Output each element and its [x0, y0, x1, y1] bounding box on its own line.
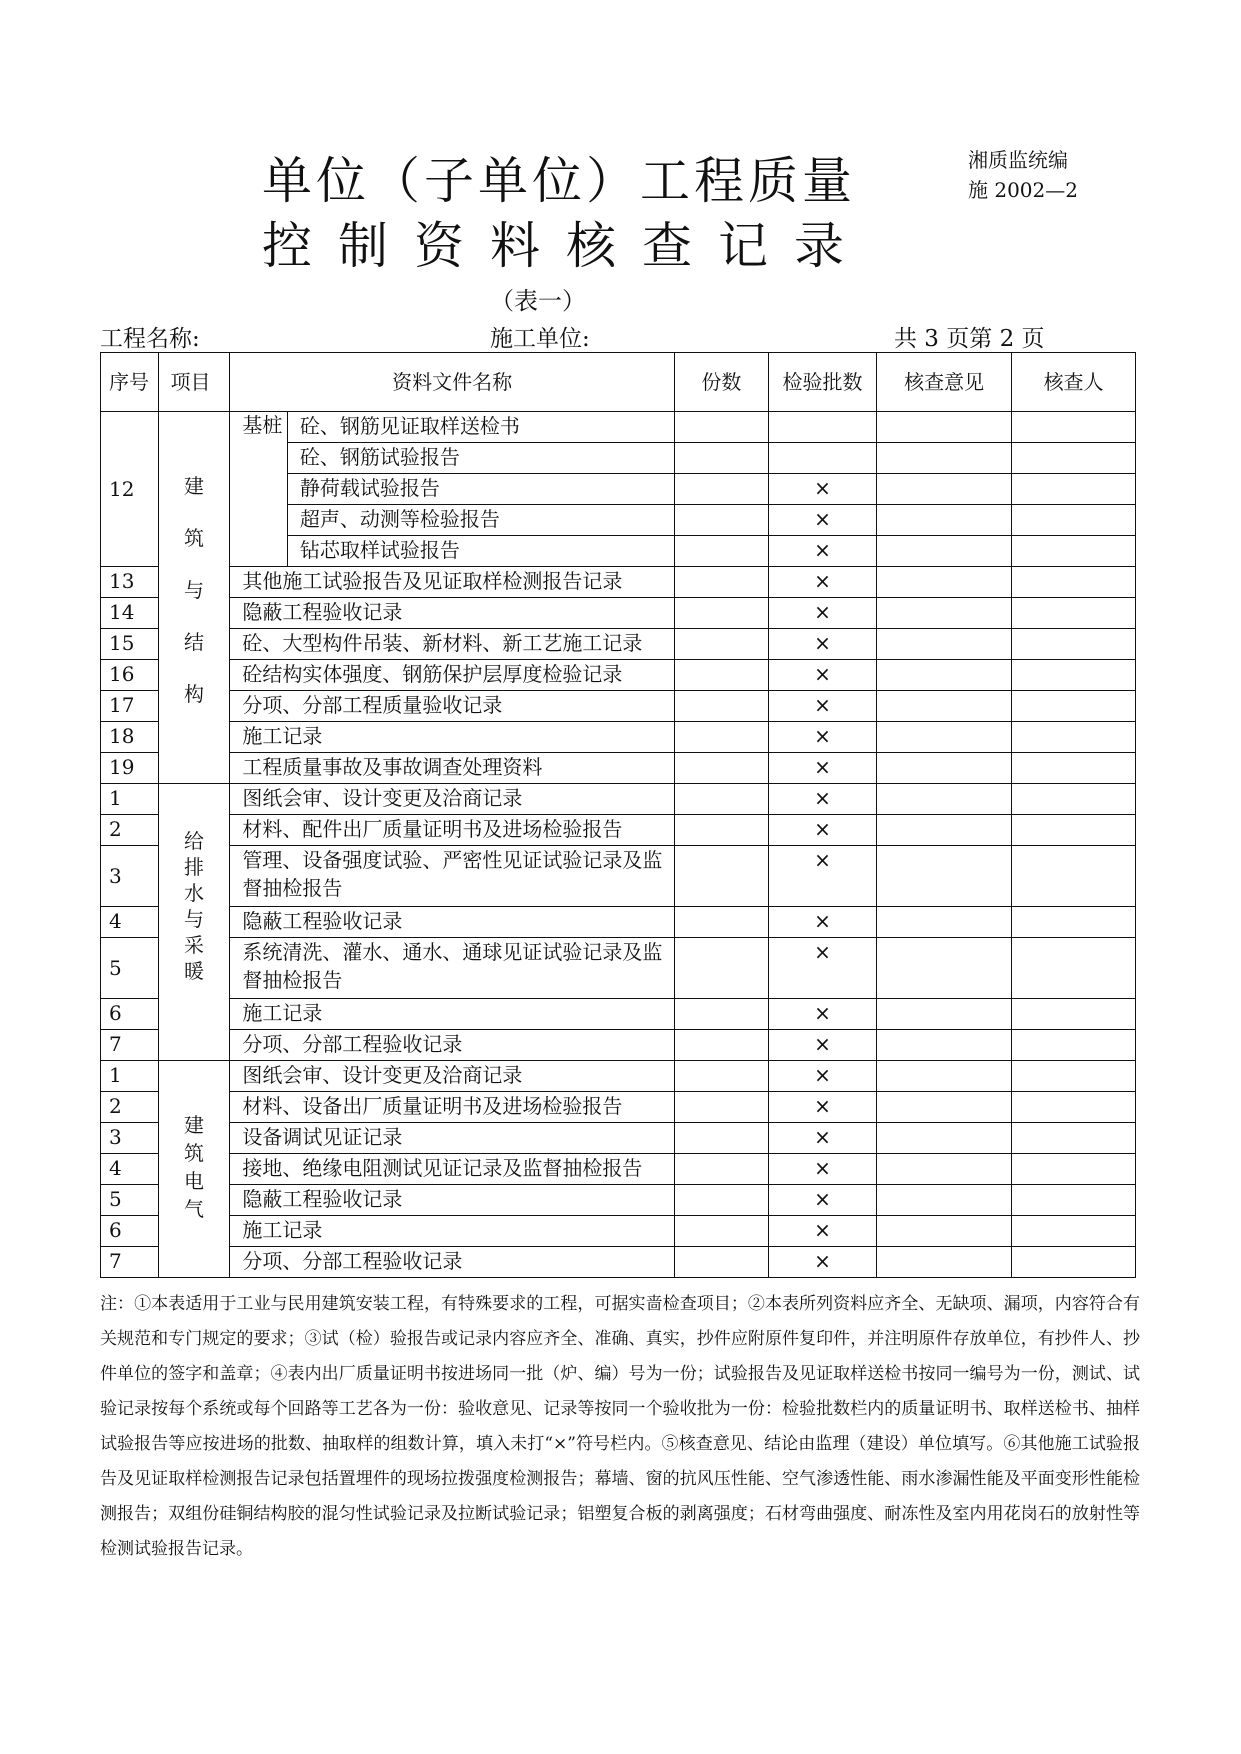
copies-cell [674, 691, 768, 722]
seq-cell: 2 [101, 815, 159, 846]
doc-name: 隐蔽工程验收记录 [230, 1185, 675, 1216]
batch-mark: × [768, 660, 876, 691]
table-row [101, 1030, 1136, 1061]
doc-name: 超声、动测等检验报告 [287, 505, 674, 536]
opinion-cell [877, 938, 1012, 999]
batch-mark: × [768, 1247, 876, 1278]
item-label-char: 建 [183, 1113, 204, 1137]
opinion-cell [877, 815, 1012, 846]
table-row [101, 999, 1136, 1030]
doc-name: 工程质量事故及事故调查处理资料 [230, 753, 675, 784]
opinion-cell [877, 536, 1012, 567]
checker-cell [1012, 1092, 1136, 1123]
checker-cell [1012, 938, 1136, 999]
checker-cell [1012, 412, 1136, 443]
checker-cell [1012, 1216, 1136, 1247]
item-label [158, 784, 230, 1061]
copies-cell [674, 443, 768, 474]
batch-mark [768, 443, 876, 474]
checker-cell [1012, 1030, 1136, 1061]
batch-mark: × [768, 536, 876, 567]
table-row [101, 598, 1136, 629]
doc-name: 接地、绝缘电阻测试见证记录及监督抽检报告 [230, 1154, 675, 1185]
doc-name: 图纸会审、设计变更及洽商记录 [230, 784, 675, 815]
checker-cell [1012, 660, 1136, 691]
copies-cell [674, 999, 768, 1030]
page-indicator: 共 3 页第 2 页 [894, 326, 1045, 352]
seq-cell: 6 [101, 1216, 159, 1247]
table-row [101, 1061, 1136, 1092]
opinion-cell [877, 753, 1012, 784]
table-row [101, 784, 1136, 815]
table-row [101, 1216, 1136, 1247]
copies-cell [674, 1185, 768, 1216]
doc-name: 隐蔽工程验收记录 [230, 598, 675, 629]
form-code [968, 145, 1078, 205]
table-row [101, 629, 1136, 660]
opinion-cell [877, 567, 1012, 598]
doc-name: 分项、分部工程质量验收记录 [230, 691, 675, 722]
table-body [101, 412, 1136, 1278]
checker-cell [1012, 907, 1136, 938]
checker-cell [1012, 1154, 1136, 1185]
item-label-char: 暖 [183, 959, 204, 983]
batch-mark: × [768, 1123, 876, 1154]
item-label-char: 筑 [183, 526, 204, 550]
doc-name: 砼、大型构件吊装、新材料、新工艺施工记录 [230, 629, 675, 660]
opinion-cell [877, 505, 1012, 536]
doc-name: 设备调试见证记录 [230, 1123, 675, 1154]
doc-name: 施工记录 [230, 999, 675, 1030]
seq-cell: 19 [101, 753, 159, 784]
copies-cell [674, 722, 768, 753]
checker-cell [1012, 1185, 1136, 1216]
table-number: （表一） [490, 287, 586, 315]
batch-mark: × [768, 846, 876, 907]
opinion-cell [877, 629, 1012, 660]
table-row [101, 938, 1136, 999]
seq-cell: 5 [101, 938, 159, 999]
doc-name: 分项、分部工程验收记录 [230, 1247, 675, 1278]
opinion-cell [877, 907, 1012, 938]
item-label-char: 气 [183, 1197, 204, 1221]
opinion-cell [877, 1123, 1012, 1154]
doc-name: 砼、钢筋见证取样送检书 [287, 412, 674, 443]
checker-cell [1012, 815, 1136, 846]
table-row [101, 691, 1136, 722]
header-copies: 份数 [674, 353, 768, 412]
batch-mark: × [768, 784, 876, 815]
table-row [101, 815, 1136, 846]
seq-cell: 2 [101, 1092, 159, 1123]
header-batches: 检验批数 [768, 353, 876, 412]
opinion-cell [877, 1061, 1012, 1092]
copies-cell [674, 1061, 768, 1092]
batch-mark: × [768, 722, 876, 753]
checker-cell [1012, 1123, 1136, 1154]
seq-cell: 7 [101, 1247, 159, 1278]
item-label-char: 建 [183, 474, 204, 498]
opinion-cell [877, 1030, 1012, 1061]
opinion-cell [877, 1216, 1012, 1247]
doc-name: 材料、配件出厂质量证明书及进场检验报告 [230, 815, 675, 846]
notes: 注：①本表适用于工业与民用建筑安装工程，有特殊要求的工程，可据实啬检查项目；②本表所列资料应齐全、无缺项、漏项，内容符合有关规范和专门规定的要求；③试（检）验报告或记录内容应齐全、准确、真实，抄件应附原件复印件，并注明原件存放单位，有抄件人、抄件单位的签字和盖章；④表内出厂质量证明书按进场同一批（炉、编）号为一份；试验报告及见证取样送检书按同一编号为一份，测试、试验记录按每个系统或每个回路等工艺各为一份：验收意见、记录等按同一个验收批为一份：检验批数栏内的质量证明书、取样送检书、抽样试验报告等应按进场的批数、抽取样的组数计算，填入未打“×”符号栏内。⑤核查意见、结论由监理（建设）单位填写。⑥其他施工试验报告及见证取样检测报告记录包括置埋件的现场拉拨强度检测报告；幕墙、窗的抗风压性能、空气渗透性能、雨水渗漏性能及平面变形性能检测报告；双组份硅铜结构胶的混匀性试验记录及拉断试验记录；铝塑复合板的剥离强度；石材弯曲强度、耐冻性及室内用花岗石的放射性等检测试验报告记录。 [100, 1294, 1140, 1559]
seq-cell: 4 [101, 1154, 159, 1185]
checker-cell [1012, 753, 1136, 784]
copies-cell [674, 1247, 768, 1278]
table-row [101, 1092, 1136, 1123]
checker-cell [1012, 1247, 1136, 1278]
copies-cell [674, 846, 768, 907]
seq-cell: 3 [101, 846, 159, 907]
item-label-char: 排 [183, 855, 204, 879]
checker-cell [1012, 629, 1136, 660]
opinion-cell [877, 412, 1012, 443]
checker-cell [1012, 846, 1136, 907]
item-label [158, 412, 230, 784]
doc-name: 隐蔽工程验收记录 [230, 907, 675, 938]
table-row [101, 1247, 1136, 1278]
seq-cell: 4 [101, 907, 159, 938]
checker-cell [1012, 691, 1136, 722]
doc-name: 砼、钢筋试验报告 [287, 443, 674, 474]
opinion-cell [877, 443, 1012, 474]
control-data-table [100, 352, 1136, 1278]
seq-cell: 17 [101, 691, 159, 722]
copies-cell [674, 567, 768, 598]
item-label-char: 结 [183, 630, 204, 654]
batch-mark: × [768, 598, 876, 629]
checker-cell [1012, 1061, 1136, 1092]
doc-name: 施工记录 [230, 722, 675, 753]
item-label-char: 与 [183, 907, 204, 931]
batch-mark: × [768, 938, 876, 999]
copies-cell [674, 660, 768, 691]
doc-name: 系统清洗、灌水、通水、通球见证试验记录及监督抽检报告 [230, 938, 675, 999]
opinion-cell [877, 598, 1012, 629]
copies-cell [674, 474, 768, 505]
seq-cell: 6 [101, 999, 159, 1030]
copies-cell [674, 536, 768, 567]
item-label-char: 水 [183, 881, 204, 905]
opinion-cell [877, 1092, 1012, 1123]
doc-name: 施工记录 [230, 1216, 675, 1247]
copies-cell [674, 505, 768, 536]
batch-mark: × [768, 1030, 876, 1061]
checker-cell [1012, 536, 1136, 567]
batch-mark: × [768, 1092, 876, 1123]
checker-cell [1012, 784, 1136, 815]
item-label-char: 给 [183, 829, 204, 853]
opinion-cell [877, 999, 1012, 1030]
header-checker: 核查人 [1012, 353, 1136, 412]
table-row [101, 660, 1136, 691]
doc-name: 其他施工试验报告及见证取样检测报告记录 [230, 567, 675, 598]
form-code-line1: 湘质监统编 [968, 148, 1068, 172]
checker-cell [1012, 474, 1136, 505]
copies-cell [674, 1154, 768, 1185]
item-label-char: 电 [183, 1169, 204, 1193]
copies-cell [674, 1216, 768, 1247]
opinion-cell [877, 1154, 1012, 1185]
seq-cell: 1 [101, 784, 159, 815]
opinion-cell [877, 722, 1012, 753]
item-label [158, 1061, 230, 1278]
table-row [101, 753, 1136, 784]
title-line2: 控制资料核查记录 [262, 217, 870, 275]
table-row [101, 1123, 1136, 1154]
batch-mark: × [768, 1061, 876, 1092]
opinion-cell [877, 691, 1012, 722]
copies-cell [674, 907, 768, 938]
batch-mark: × [768, 1154, 876, 1185]
copies-cell [674, 1123, 768, 1154]
checker-cell [1012, 505, 1136, 536]
opinion-cell [877, 660, 1012, 691]
batch-mark: × [768, 567, 876, 598]
table-row [101, 412, 1136, 443]
batch-mark: × [768, 907, 876, 938]
doc-name: 钻芯取样试验报告 [287, 536, 674, 567]
seq-cell: 5 [101, 1185, 159, 1216]
checker-cell [1012, 598, 1136, 629]
copies-cell [674, 815, 768, 846]
seq-cell: 3 [101, 1123, 159, 1154]
doc-name: 图纸会审、设计变更及洽商记录 [230, 1061, 675, 1092]
table-row [101, 1185, 1136, 1216]
item-label-char: 构 [183, 682, 204, 706]
opinion-cell [877, 474, 1012, 505]
opinion-cell [877, 1247, 1012, 1278]
batch-mark: × [768, 753, 876, 784]
header-seq: 序号 [101, 353, 159, 412]
table-row [101, 907, 1136, 938]
header-row [101, 353, 1136, 412]
table-row [101, 1154, 1136, 1185]
batch-mark: × [768, 474, 876, 505]
copies-cell [674, 598, 768, 629]
copies-cell [674, 412, 768, 443]
copies-cell [674, 753, 768, 784]
opinion-cell [877, 1185, 1012, 1216]
opinion-cell [877, 846, 1012, 907]
seq-cell: 15 [101, 629, 159, 660]
doc-name: 材料、设备出厂质量证明书及进场检验报告 [230, 1092, 675, 1123]
seq-cell: 1 [101, 1061, 159, 1092]
checker-cell [1012, 443, 1136, 474]
item-label-char: 与 [183, 578, 204, 602]
batch-mark: × [768, 1185, 876, 1216]
seq-cell: 7 [101, 1030, 159, 1061]
batch-mark: × [768, 1216, 876, 1247]
doc-name: 分项、分部工程验收记录 [230, 1030, 675, 1061]
checker-cell [1012, 567, 1136, 598]
header-opinion: 核查意见 [877, 353, 1012, 412]
seq-cell: 12 [101, 412, 159, 567]
table-row [101, 567, 1136, 598]
copies-cell [674, 938, 768, 999]
copies-cell [674, 1092, 768, 1123]
batch-mark: × [768, 505, 876, 536]
batch-mark: × [768, 629, 876, 660]
batch-mark: × [768, 999, 876, 1030]
pile-label: 基桩 [230, 412, 288, 567]
seq-cell: 18 [101, 722, 159, 753]
batch-mark [768, 412, 876, 443]
copies-cell [674, 784, 768, 815]
construction-unit-label: 施工单位: [490, 326, 590, 352]
batch-mark: × [768, 815, 876, 846]
seq-cell: 13 [101, 567, 159, 598]
doc-name: 管理、设备强度试验、严密性见证试验记录及监督抽检报告 [230, 846, 675, 907]
opinion-cell [877, 784, 1012, 815]
form-code-line2: 施 2002—2 [968, 178, 1078, 202]
checker-cell [1012, 722, 1136, 753]
seq-cell: 16 [101, 660, 159, 691]
title-line1: 单位（子单位）工程质量 [262, 152, 856, 210]
table-row [101, 846, 1136, 907]
doc-name: 砼结构实体强度、钢筋保护层厚度检验记录 [230, 660, 675, 691]
checker-cell [1012, 999, 1136, 1030]
project-name-label: 工程名称: [100, 326, 200, 352]
copies-cell [674, 629, 768, 660]
header-doc-name: 资料文件名称 [230, 353, 675, 412]
item-label-char: 筑 [183, 1141, 204, 1165]
table-row [101, 722, 1136, 753]
copies-cell [674, 1030, 768, 1061]
seq-cell: 14 [101, 598, 159, 629]
header-item: 项目 [158, 353, 230, 412]
batch-mark: × [768, 691, 876, 722]
item-label-char: 采 [183, 933, 204, 957]
doc-name: 静荷载试验报告 [287, 474, 674, 505]
